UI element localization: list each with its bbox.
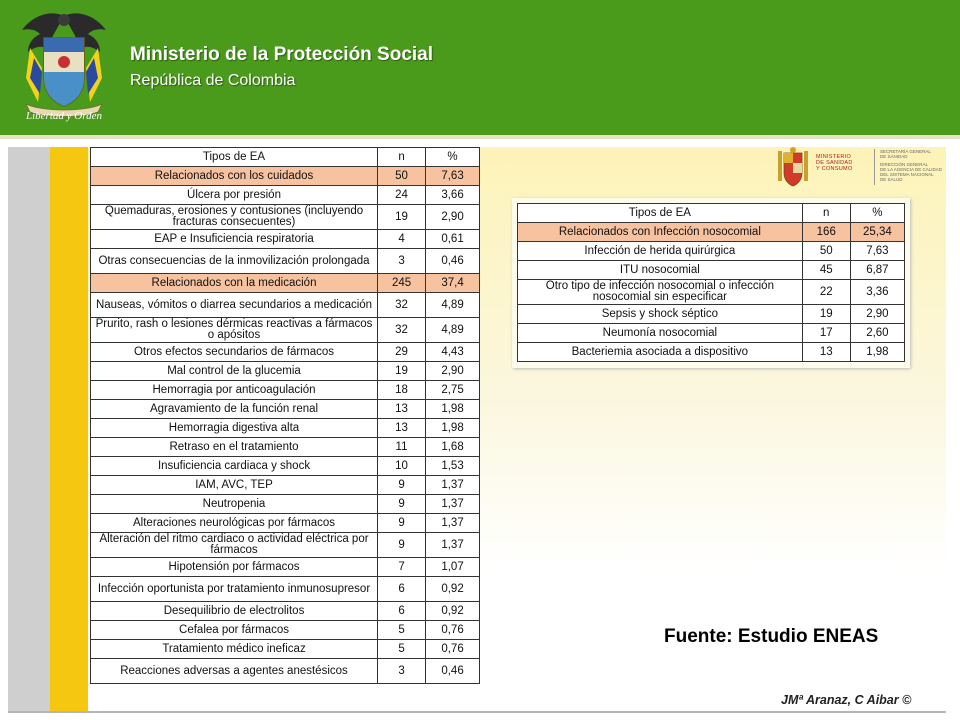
table-header-cell: % — [850, 204, 904, 223]
percent-cell: 2,90 — [426, 362, 480, 381]
table-row — [91, 293, 480, 318]
care-medication-adverse-events-table — [90, 147, 480, 684]
percent-cell: 4,43 — [426, 343, 480, 362]
count-cell: 5 — [378, 621, 426, 640]
count-cell: 19 — [378, 205, 426, 230]
count-cell: 24 — [378, 186, 426, 205]
table-row — [91, 230, 480, 249]
table-header-row — [518, 204, 905, 223]
event-type-cell: Relacionados con Infección nosocomial — [518, 223, 803, 242]
table-row — [91, 659, 480, 684]
percent-cell: 37,4 — [426, 274, 480, 293]
count-cell: 50 — [378, 167, 426, 186]
percent-cell: 1,53 — [426, 457, 480, 476]
event-type-cell: Alteraciones neurológicas por fármacos — [91, 514, 378, 533]
table-row — [91, 343, 480, 362]
percent-cell: 1,37 — [426, 533, 480, 558]
count-cell: 13 — [378, 400, 426, 419]
percent-cell: 7,63 — [850, 242, 904, 261]
event-type-cell: Mal control de la glucemia — [91, 362, 378, 381]
event-type-cell: Prurito, rash o lesiones dérmicas reactivas a fármacos o apósitos — [91, 318, 378, 343]
event-type-cell: Desequilibrio de electrolitos — [91, 602, 378, 621]
table-header-cell: % — [426, 148, 480, 167]
table-row — [518, 343, 905, 362]
event-type-cell: Úlcera por presión — [91, 186, 378, 205]
count-cell: 6 — [378, 577, 426, 602]
percent-cell: 1,98 — [426, 400, 480, 419]
count-cell: 19 — [378, 362, 426, 381]
table-section-row — [91, 167, 480, 186]
count-cell: 3 — [378, 249, 426, 274]
count-cell: 5 — [378, 640, 426, 659]
percent-cell: 4,89 — [426, 318, 480, 343]
event-type-cell: Reacciones adversas a agentes anestésicos — [91, 659, 378, 684]
table-header-row — [91, 148, 480, 167]
event-type-cell: Alteración del ritmo cardiaco o actividad eléctrica por fármacos — [91, 533, 378, 558]
table-row — [91, 533, 480, 558]
count-cell: 4 — [378, 230, 426, 249]
table-row — [91, 457, 480, 476]
event-type-cell: Sepsis y shock séptico — [518, 305, 803, 324]
table-row — [91, 249, 480, 274]
count-cell: 245 — [378, 274, 426, 293]
percent-cell: 0,76 — [426, 640, 480, 659]
count-cell: 18 — [378, 381, 426, 400]
percent-cell: 25,34 — [850, 223, 904, 242]
percent-cell: 2,60 — [850, 324, 904, 343]
table-row — [91, 602, 480, 621]
percent-cell: 1,37 — [426, 514, 480, 533]
percent-cell: 7,63 — [426, 167, 480, 186]
event-type-cell: IAM, AVC, TEP — [91, 476, 378, 495]
count-cell: 32 — [378, 318, 426, 343]
percent-cell: 0,46 — [426, 659, 480, 684]
bottom-divider — [8, 711, 946, 713]
table-header-cell: Tipos de EA — [518, 204, 803, 223]
event-type-cell: Hipotensión por fármacos — [91, 558, 378, 577]
table-row — [518, 324, 905, 343]
table-section-row — [518, 223, 905, 242]
crest-caption: Libertad y Orden — [26, 110, 102, 122]
percent-cell: 3,36 — [850, 280, 904, 305]
percent-cell: 1,37 — [426, 476, 480, 495]
count-cell: 10 — [378, 457, 426, 476]
count-cell: 7 — [378, 558, 426, 577]
count-cell: 22 — [802, 280, 850, 305]
table-row — [518, 261, 905, 280]
table-row — [91, 577, 480, 602]
spain-coat-of-arms-icon — [776, 147, 810, 187]
spain-ministry-text: MINISTERIO DE SANIDAD Y CONSUMO — [816, 154, 853, 172]
percent-cell: 1,37 — [426, 495, 480, 514]
left-gray-bar — [8, 147, 50, 711]
table-row — [91, 381, 480, 400]
table-row — [518, 242, 905, 261]
count-cell: 3 — [378, 659, 426, 684]
spain-ministry-logo — [766, 145, 948, 189]
event-type-cell: Nauseas, vómitos o diarrea secundarios a medicación — [91, 293, 378, 318]
event-type-cell: Otras consecuencias de la inmovilización prolongada — [91, 249, 378, 274]
table-row — [91, 362, 480, 381]
table-row — [91, 205, 480, 230]
spain-secretariat-text: SECRETARÍA GENERAL DE SANIDAD DIRECCIÓN GENERAL DE LA AGENCIA DE CALIDAD DEL SISTEMA NACIONAL DE SALUD — [880, 149, 943, 182]
percent-cell: 2,75 — [426, 381, 480, 400]
source-caption: Fuente: Estudio ENEAS — [664, 626, 879, 647]
header-banner — [0, 0, 960, 137]
event-type-cell: Retraso en el tratamiento — [91, 438, 378, 457]
left-yellow-bar — [50, 147, 88, 711]
event-type-cell: Infección de herida quirúrgica — [518, 242, 803, 261]
table-section-row — [91, 274, 480, 293]
nosocomial-infection-adverse-events-table — [517, 203, 905, 362]
count-cell: 13 — [378, 419, 426, 438]
percent-cell: 1,98 — [426, 419, 480, 438]
table-header-cell: n — [378, 148, 426, 167]
author-credit: JMª Aranaz, C Aibar © — [781, 693, 912, 707]
count-cell: 17 — [802, 324, 850, 343]
event-type-cell: Infección oportunista por tratamiento inmunosupresor — [91, 577, 378, 602]
table-row — [91, 400, 480, 419]
logo-separator — [874, 149, 875, 185]
percent-cell: 2,90 — [850, 305, 904, 324]
event-type-cell: Otros efectos secundarios de fármacos — [91, 343, 378, 362]
event-type-cell: Neumonía nosocomial — [518, 324, 803, 343]
count-cell: 9 — [378, 495, 426, 514]
percent-cell: 1,07 — [426, 558, 480, 577]
event-type-cell: EAP e Insuficiencia respiratoria — [91, 230, 378, 249]
percent-cell: 0,92 — [426, 602, 480, 621]
count-cell: 19 — [802, 305, 850, 324]
event-type-cell: Relacionados con los cuidados — [91, 167, 378, 186]
table-row — [91, 186, 480, 205]
slide-area — [0, 139, 960, 720]
table-row — [91, 476, 480, 495]
table-row — [91, 318, 480, 343]
table-header-cell: n — [802, 204, 850, 223]
percent-cell: 0,92 — [426, 577, 480, 602]
event-type-cell: Cefalea por fármacos — [91, 621, 378, 640]
event-type-cell: Tratamiento médico ineficaz — [91, 640, 378, 659]
table-row — [518, 280, 905, 305]
table-row — [91, 558, 480, 577]
count-cell: 13 — [802, 343, 850, 362]
table-row — [91, 419, 480, 438]
count-cell: 6 — [378, 602, 426, 621]
count-cell: 11 — [378, 438, 426, 457]
event-type-cell: Bacteriemia asociada a dispositivo — [518, 343, 803, 362]
table-row — [518, 305, 905, 324]
event-type-cell: Hemorragia por anticoagulación — [91, 381, 378, 400]
count-cell: 9 — [378, 533, 426, 558]
event-type-cell: Hemorragia digestiva alta — [91, 419, 378, 438]
count-cell: 32 — [378, 293, 426, 318]
event-type-cell: Insuficiencia cardiaca y shock — [91, 457, 378, 476]
event-type-cell: Neutropenia — [91, 495, 378, 514]
table-row — [91, 514, 480, 533]
event-type-cell: Quemaduras, erosiones y contusiones (incluyendo fracturas consecuentes) — [91, 205, 378, 230]
table-header-cell: Tipos de EA — [91, 148, 378, 167]
event-type-cell: ITU nosocomial — [518, 261, 803, 280]
ministry-subtitle: República de Colombia — [130, 72, 296, 89]
percent-cell: 0,76 — [426, 621, 480, 640]
count-cell: 45 — [802, 261, 850, 280]
percent-cell: 3,66 — [426, 186, 480, 205]
count-cell: 166 — [802, 223, 850, 242]
count-cell: 50 — [802, 242, 850, 261]
table-row — [91, 640, 480, 659]
event-type-cell: Agravamiento de la función renal — [91, 400, 378, 419]
table-row — [91, 621, 480, 640]
table-row — [91, 495, 480, 514]
percent-cell: 1,98 — [850, 343, 904, 362]
count-cell: 29 — [378, 343, 426, 362]
percent-cell: 6,87 — [850, 261, 904, 280]
percent-cell: 0,46 — [426, 249, 480, 274]
count-cell: 9 — [378, 514, 426, 533]
ministry-title: Ministerio de la Protección Social — [130, 44, 434, 65]
percent-cell: 0,61 — [426, 230, 480, 249]
event-type-cell: Relacionados con la medicación — [91, 274, 378, 293]
percent-cell: 2,90 — [426, 205, 480, 230]
count-cell: 9 — [378, 476, 426, 495]
event-type-cell: Otro tipo de infección nosocomial o infección nosocomial sin especificar — [518, 280, 803, 305]
percent-cell: 1,68 — [426, 438, 480, 457]
table-row — [91, 438, 480, 457]
percent-cell: 4,89 — [426, 293, 480, 318]
